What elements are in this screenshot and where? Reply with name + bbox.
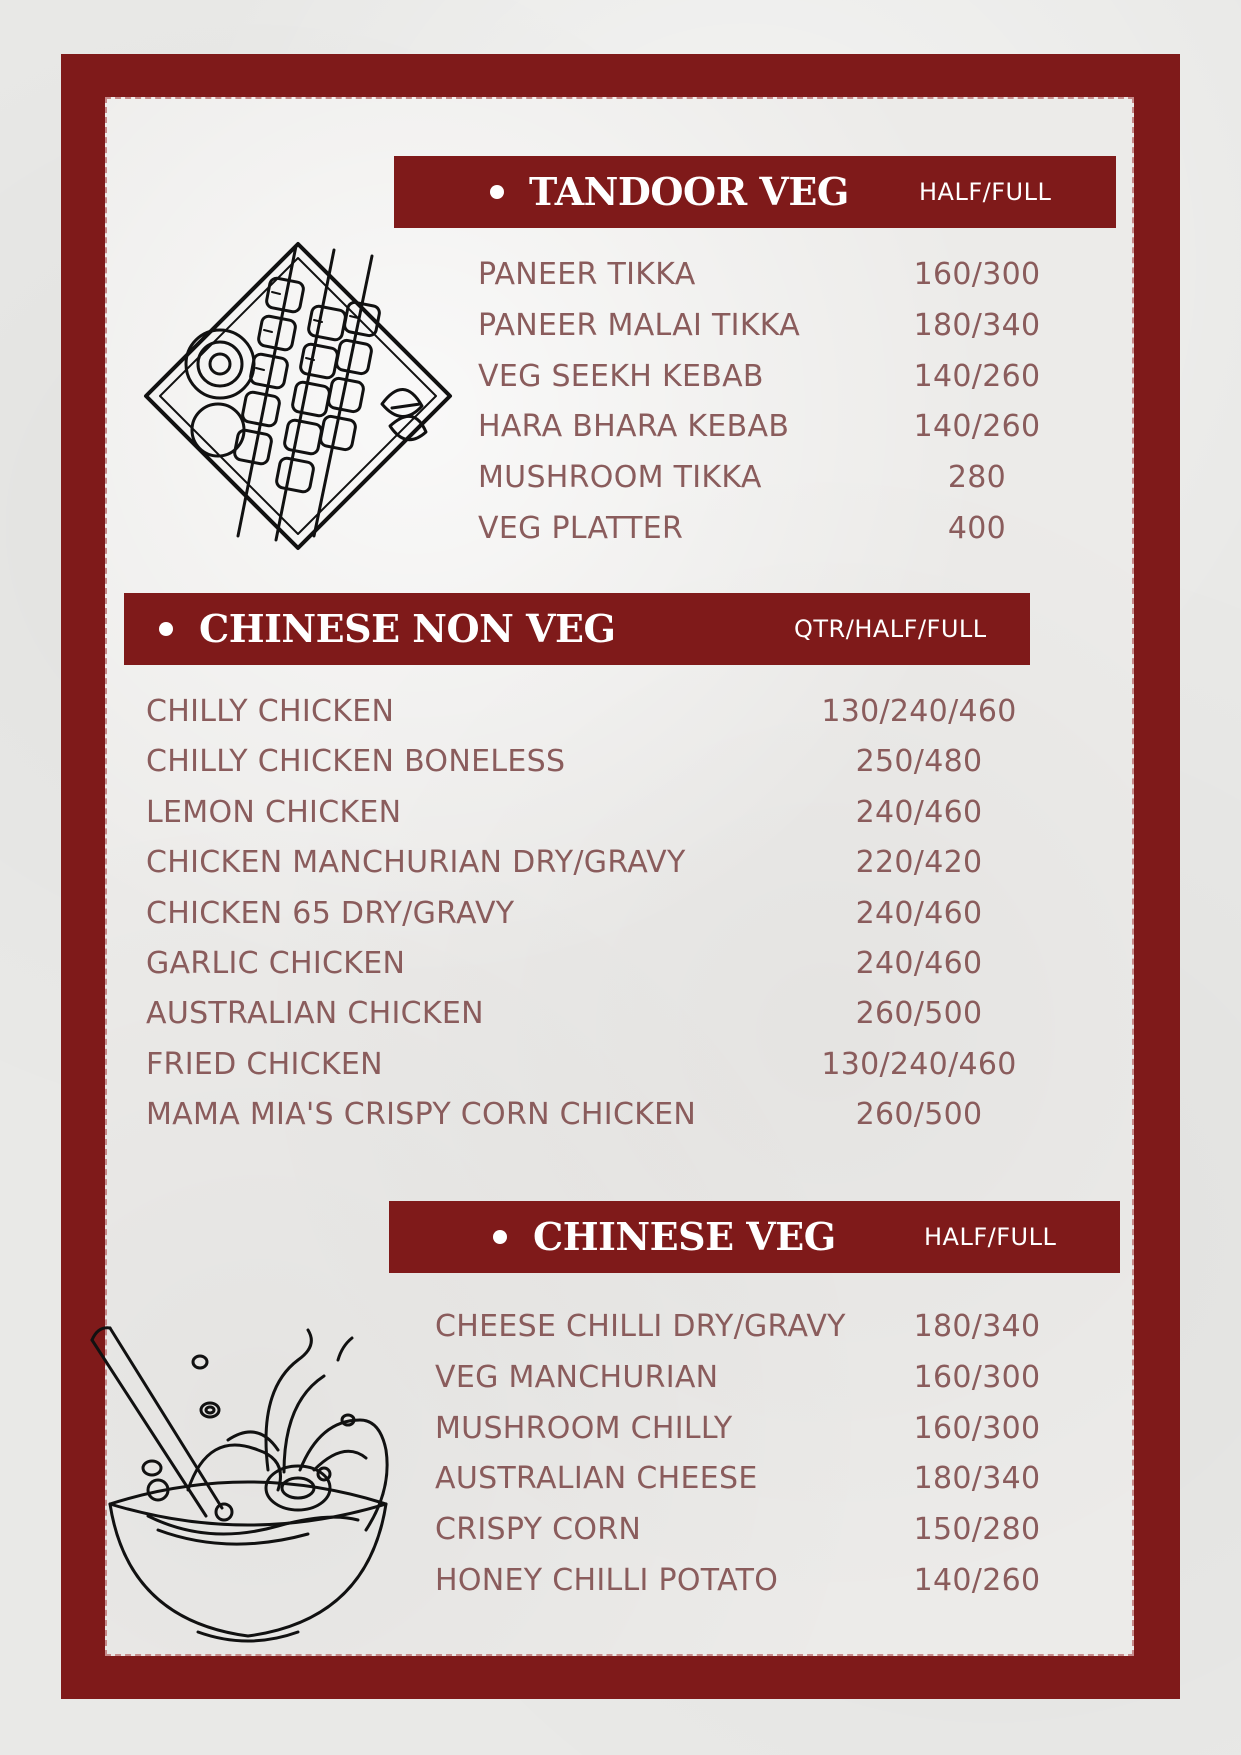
menu-item-price: 260/500 — [855, 996, 983, 1031]
menu-item — [0, 742, 1241, 782]
menu-item-price: 130/240/460 — [821, 1047, 1017, 1082]
menu-item-name: MUSHROOM TIKKA — [478, 460, 762, 495]
menu-item-price: 180/340 — [913, 308, 1041, 343]
menu-item — [0, 1045, 1241, 1085]
menu-item-name: FRIED CHICKEN — [146, 1047, 383, 1082]
menu-item-name: MUSHROOM CHILLY — [435, 1411, 733, 1446]
price-type-label: QTR/HALF/FULL — [794, 615, 987, 643]
menu-item-name: CHICKEN MANCHURIAN DRY/GRAVY — [146, 845, 686, 880]
menu-item-price: 180/340 — [913, 1309, 1041, 1344]
menu-item-name: PANEER TIKKA — [478, 257, 696, 292]
section-title: TANDOOR VEG — [529, 169, 849, 214]
menu-item-price: 150/280 — [913, 1512, 1041, 1547]
menu-item-price: 160/300 — [913, 1411, 1041, 1446]
menu-item-price: 220/420 — [855, 845, 983, 880]
menu-item-name: CHICKEN 65 DRY/GRAVY — [146, 896, 515, 931]
menu-item-price: 250/480 — [855, 744, 983, 779]
menu-item — [0, 944, 1241, 984]
menu-item-name: VEG MANCHURIAN — [435, 1360, 719, 1395]
menu-item-price: 280 — [947, 460, 1007, 495]
menu-item-name: HARA BHARA KEBAB — [478, 409, 790, 444]
menu-item-name: VEG PLATTER — [478, 511, 684, 546]
section-title: CHINESE VEG — [533, 1214, 836, 1259]
menu-item-name: CHILLY CHICKEN BONELESS — [146, 744, 566, 779]
menu-item-price: 140/260 — [913, 1563, 1041, 1598]
bullet-icon — [493, 1230, 507, 1244]
section-title: CHINESE NON VEG — [199, 606, 616, 651]
menu-item-price: 140/260 — [913, 359, 1041, 394]
menu-item-name: CHEESE CHILLI DRY/GRAVY — [435, 1309, 846, 1344]
section-header-tandoor-veg — [394, 156, 1116, 228]
bullet-icon — [159, 622, 173, 636]
menu-item-price: 240/460 — [855, 795, 983, 830]
menu-item-price: 400 — [947, 511, 1007, 546]
section-header-chinese-non-veg — [124, 593, 1030, 665]
bullet-icon — [490, 185, 504, 199]
kebab-platter-icon — [138, 236, 458, 556]
menu-item-name: LEMON CHICKEN — [146, 795, 402, 830]
menu-item-name: CRISPY CORN — [435, 1512, 642, 1547]
menu-item — [0, 1095, 1241, 1135]
price-type-label: HALF/FULL — [919, 178, 1052, 206]
menu-item-price: 140/260 — [913, 409, 1041, 444]
menu-item-name: MAMA MIA'S CRISPY CORN CHICKEN — [146, 1097, 697, 1132]
menu-item-name: PANEER MALAI TIKKA — [478, 308, 801, 343]
menu-item — [0, 692, 1241, 732]
menu-item-price: 160/300 — [913, 257, 1041, 292]
menu-item — [0, 843, 1241, 883]
menu-item-name: AUSTRALIAN CHICKEN — [146, 996, 484, 1031]
menu-item-price: 260/500 — [855, 1097, 983, 1132]
menu-item-price: 240/460 — [855, 946, 983, 981]
menu-item-name: CHILLY CHICKEN — [146, 694, 395, 729]
menu-item-price: 160/300 — [913, 1360, 1041, 1395]
menu-item-name: HONEY CHILLI POTATO — [435, 1563, 779, 1598]
noodle-bowl-icon — [88, 1320, 418, 1660]
menu-item-name: VEG SEEKH KEBAB — [478, 359, 764, 394]
menu-item-price: 180/340 — [913, 1461, 1041, 1496]
menu-item-name: GARLIC CHICKEN — [146, 946, 406, 981]
menu-item — [0, 894, 1241, 934]
price-type-label: HALF/FULL — [924, 1223, 1057, 1251]
menu-item — [0, 994, 1241, 1034]
menu-item-price: 130/240/460 — [821, 694, 1017, 729]
menu-item-price: 240/460 — [855, 896, 983, 931]
menu-item — [0, 793, 1241, 833]
menu-item-name: AUSTRALIAN CHEESE — [435, 1461, 758, 1496]
section-header-chinese-veg — [389, 1201, 1120, 1273]
